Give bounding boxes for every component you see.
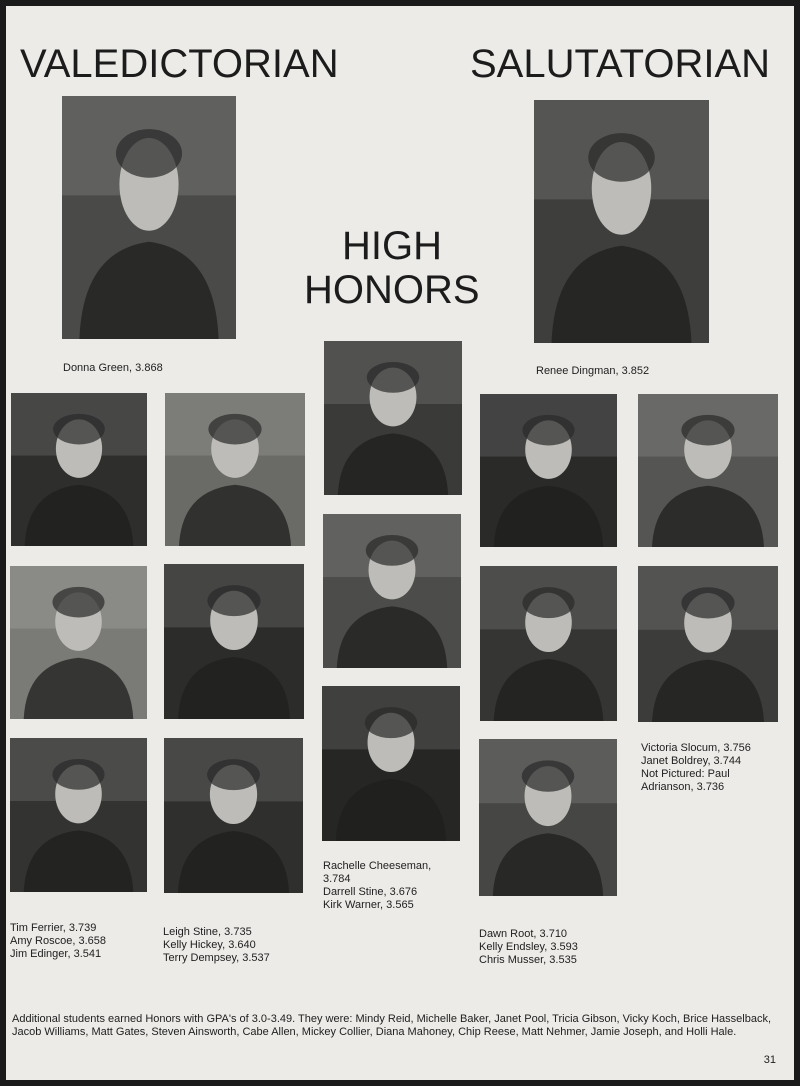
page-number: 31 xyxy=(763,1054,776,1066)
additional-honors-text: Additional students earned Honors with GPA's of 3.0-3.49. They were: Mindy Reid, Michelle Baker, Janet Pool, Tricia Gibson, Vicky Koch, Brice Hasselback, Jacob Williams, Matt Gates, Steven Ainsworth, Cabe Allen, Mickey Collier, Diana Mahoney, Chip Reese, Matt Nehmer, Jamie Joseph, and Holli Hale. xyxy=(12,1013,772,1038)
portrait-image xyxy=(10,738,147,892)
portrait-image xyxy=(10,566,147,719)
portrait-hair xyxy=(522,415,574,446)
photo-renee-dingman xyxy=(534,100,709,343)
photo-leigh-stine xyxy=(165,393,305,546)
portrait-hair xyxy=(366,535,418,566)
portrait-image xyxy=(479,739,617,896)
portrait-hair xyxy=(588,133,655,182)
portrait-hair xyxy=(365,707,417,738)
caption-line: Rachelle Cheeseman, xyxy=(323,860,432,872)
caption-column-3 xyxy=(323,860,431,912)
portrait-image xyxy=(62,96,236,339)
photo-dawn-root xyxy=(480,394,617,547)
portrait-image xyxy=(534,100,709,343)
caption-line: Kelly Hickey, 3.640 xyxy=(163,939,256,951)
photo-tim-ferrier xyxy=(11,393,147,546)
caption-line: Amy Roscoe, 3.658 xyxy=(10,935,106,947)
caption-line: 3.784 xyxy=(323,873,351,885)
portrait-hair xyxy=(53,414,105,445)
photo-amy-roscoe xyxy=(10,566,147,719)
portrait-image xyxy=(11,393,147,546)
portrait-image xyxy=(638,394,778,547)
caption-column-1 xyxy=(10,922,106,961)
portrait-image xyxy=(480,566,617,721)
portrait-hair xyxy=(207,759,260,790)
caption-line: Victoria Slocum, 3.756 xyxy=(641,742,751,754)
salutatorian-heading: SALUTATORIAN xyxy=(470,42,771,86)
portrait-image xyxy=(165,393,305,546)
portrait-hair xyxy=(52,759,104,790)
portrait-hair xyxy=(116,129,182,178)
caption-line: Leigh Stine, 3.735 xyxy=(163,926,252,938)
portrait-hair xyxy=(522,760,574,791)
caption-line: Jim Edinger, 3.541 xyxy=(10,948,102,960)
portrait-image xyxy=(322,686,460,841)
portrait-image xyxy=(324,341,462,495)
high-honors-heading-line2: HONORS xyxy=(304,268,480,312)
photo-jim-edinger xyxy=(10,738,147,892)
photo-janet-boldrey xyxy=(638,566,778,722)
portrait-hair xyxy=(522,587,574,618)
caption-valedictorian xyxy=(63,362,163,375)
photo-kelly-hickey xyxy=(164,564,304,719)
portrait-hair xyxy=(367,362,419,393)
caption-line: Donna Green, 3.868 xyxy=(63,362,163,374)
portrait-hair xyxy=(52,587,104,618)
portrait-image xyxy=(164,738,303,893)
caption-line: Kirk Warner, 3.565 xyxy=(323,899,414,911)
photo-kirk-warner xyxy=(322,686,460,841)
portrait-hair xyxy=(681,415,734,446)
photo-kelly-endsley xyxy=(480,566,617,721)
high-honors-heading-line1: HIGH xyxy=(342,224,442,268)
caption-salutatorian xyxy=(536,365,649,378)
portrait-image xyxy=(638,566,778,722)
caption-line: Tim Ferrier, 3.739 xyxy=(10,922,97,934)
portrait-hair xyxy=(207,585,260,616)
yearbook-page xyxy=(6,6,794,1080)
caption-line: Darrell Stine, 3.676 xyxy=(323,886,418,898)
caption-line: Not Pictured: Paul xyxy=(641,768,730,780)
caption-line: Kelly Endsley, 3.593 xyxy=(479,941,578,953)
portrait-hair xyxy=(208,414,261,445)
photo-darrell-stine xyxy=(323,514,461,668)
caption-column-4 xyxy=(479,928,578,967)
caption-line: Renee Dingman, 3.852 xyxy=(536,365,650,377)
caption-line: Adrianson, 3.736 xyxy=(641,781,725,793)
photo-donna-green xyxy=(62,96,236,339)
caption-column-2 xyxy=(163,926,270,965)
caption-column-5 xyxy=(641,742,751,794)
photo-victoria-slocum xyxy=(638,394,778,547)
caption-line: Chris Musser, 3.535 xyxy=(479,954,577,966)
portrait-image xyxy=(164,564,304,719)
caption-line: Janet Boldrey, 3.744 xyxy=(641,755,742,767)
caption-line: Terry Dempsey, 3.537 xyxy=(163,952,270,964)
valedictorian-heading: VALEDICTORIAN xyxy=(20,42,339,86)
portrait-hair xyxy=(681,587,734,618)
portrait-image xyxy=(480,394,617,547)
portrait-image xyxy=(323,514,461,668)
photo-terry-dempsey xyxy=(164,738,303,893)
photo-rachelle-cheeseman xyxy=(324,341,462,495)
caption-line: Dawn Root, 3.710 xyxy=(479,928,568,940)
photo-chris-musser xyxy=(479,739,617,896)
